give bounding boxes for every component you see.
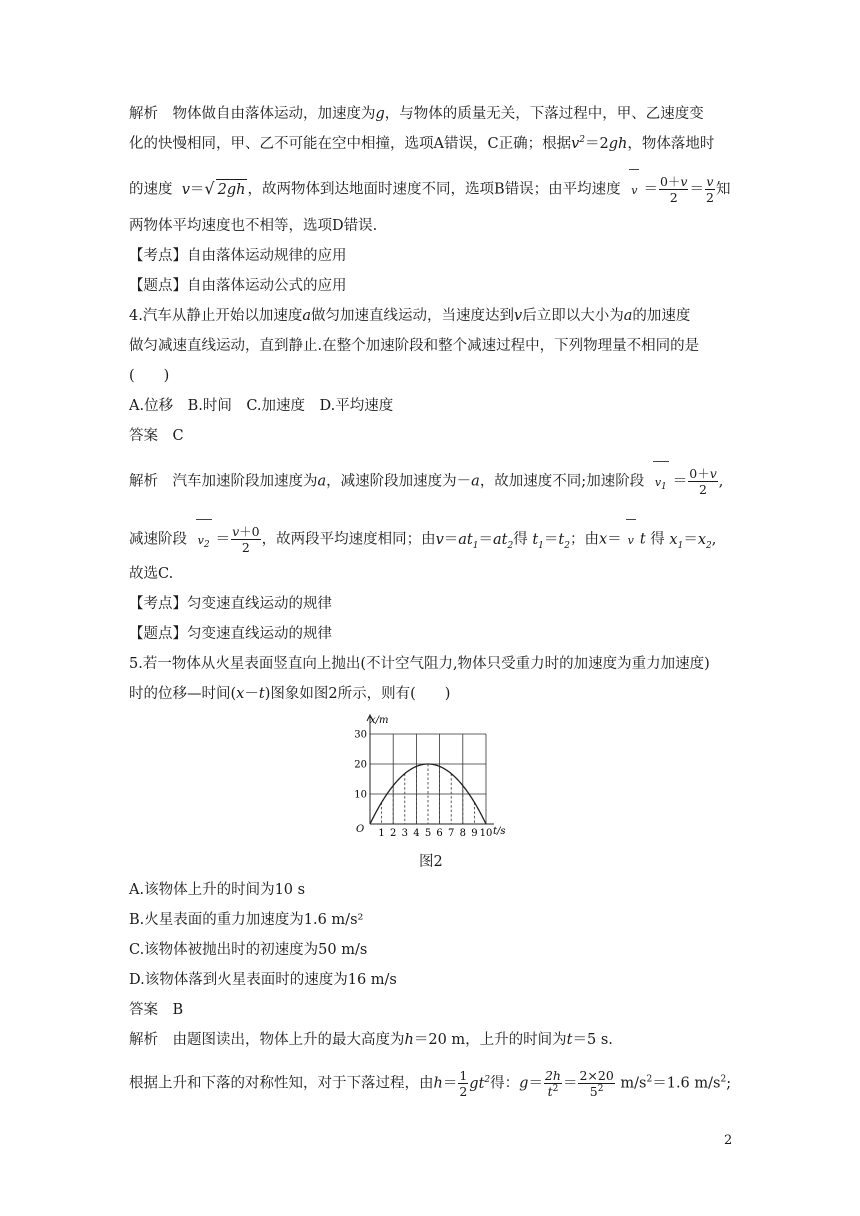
formula-v-at: $v=at_1=at_2$ [435,531,514,551]
formula-v2-2gh: $v^2=2gh$ [571,135,628,152]
x-tick-label: 5 [424,828,432,839]
analysis-3-line-1: 解析 物体做自由落体运动，加速度为g，与物体的质量无关，下落过程中，甲、乙速度变 [129,106,704,122]
fraction-0-plus-v-over-2: $\frac{0+v}{2}$ [659,174,688,205]
x-tick-label: 7 [448,828,455,839]
formula-v-sqrt-2gh: v＝√ 2gh [181,178,246,198]
kaodian-2: 【考点】匀变速直线运动的规律 [129,596,332,612]
chart-y-tick-labels [354,730,367,801]
analysis-4-line-1: 解析 汽车加速阶段加速度为a，减速阶段加速度为－a，故加速度不同;加速阶段 $v_1$ ＝ $\frac{0+v}{2}$ , [129,466,724,497]
analysis-3-line-4: 两物体平均速度也不相等，选项D错误. [129,218,378,234]
x-tick-label: 1 [378,828,385,839]
page-number: 2 [724,1133,733,1148]
question-4-line-2: 做匀减速直线运动，直到静止.在整个加速阶段和整个减速过程中，下列物理量不相同的是 [129,338,700,354]
x-tick-label: 4 [413,828,420,839]
analysis-5-line-2: 根据上升和下落的对称性知，对于下落过程，由h＝ $\frac{1}{2}$ $gt^2$得：g＝ $\frac{2h}{t^2}$ ＝ $\frac{2\times 20}{5^2}$ $m/s^2=1.6$ $m/s^2$; [129,1068,732,1099]
analysis-3-line-2: 化的快慢相同，甲、乙不可能在空中相撞，选项A错误，C正确；根据$v^2=2gh$，物体落地时 [129,135,715,152]
kaodian-1: 【考点】自由落体运动规律的应用 [129,248,347,264]
question-4-options: A.位移 B.时间 C.加速度 D.平均速度 [129,398,394,414]
x-tick-label: 2 [390,828,397,839]
v2-bar-symbol: $v_2$ [192,531,216,551]
question-5-line-1: 5.若一物体从火星表面竖直向上抛出(不计空气阻力,物体只受重力时的加速度为重力加速度) [129,656,710,672]
fraction-v-over-2: $\frac{v}{2}$ [705,174,714,205]
chart-origin-label: O [356,824,365,835]
x-tick-label: 9 [471,828,478,839]
x-tick-label: 3 [401,828,408,839]
y-tick-label: 10 [354,789,367,801]
v1-bar-symbol: $v_1$ [649,473,673,493]
y-tick-label: 30 [354,729,367,741]
fraction-0-plus-v-over-2: $\frac{0+v}{2}$ [689,466,717,497]
question-4-line-3: ( ) [129,368,170,384]
question-5-line-2: 时的位移—时间(x－t)图象如图2所示，则有( ) [129,686,451,702]
x-tick-label: 8 [459,828,466,839]
x-tick-label: 10 [479,828,493,839]
option-b: B.火星表面的重力加速度为1.6 m/s² [129,912,364,928]
chart-x-tick-labels [378,828,492,839]
x-t-graph [340,712,520,840]
v-bar-symbol: v [625,181,643,201]
x-tick-label: 6 [436,828,443,839]
option-c: C.该物体被抛出时的初速度为50 m/s [129,942,368,958]
tidian-2: 【题点】匀变速直线运动的规律 [129,626,332,642]
chart-x-axis-label: t/s [493,826,506,837]
tidian-1: 【题点】自由落体运动公式的应用 [129,278,347,294]
g-symbol: g [375,106,385,122]
option-a: A.该物体上升的时间为10 s [129,882,306,898]
option-d: D.该物体落到火星表面时的速度为16 m/s [129,972,397,988]
chart-axes [367,715,494,824]
answer-5: 答案 B [129,1002,184,1018]
fraction-v-plus-0-over-2: $\frac{v+0}{2}$ [232,524,260,555]
answer-4: 答案 C [129,428,184,444]
analysis-3-line-3: 的速度 v＝√ 2gh ，故两物体到达地面时速度不同，选项B错误；由平均速度 v ＝ $\frac{0+v}{2}$ ＝ $\frac{v}{2}$ 知 [129,174,731,205]
analysis-4-line-2: 减速阶段 $v_2$ ＝ $\frac{v+0}{2}$ ，故两段平均速度相同；由$v=at_1=at_2$得 $t_1=t_2$；由x＝ v t 得 $x_1=x_2$, [129,524,717,555]
analysis-5-line-1: 解析 由题图读出，物体上升的最大高度为h＝20 m，上升的时间为t＝5 s. [129,1032,613,1048]
figure-caption: 图2 [419,854,443,870]
question-4-line-1: 4.汽车从静止开始以加速度a做匀加速直线运动，当速度达到v后立即以大小为a的加速度 [129,308,691,324]
analysis-4-line-3: 故选C. [129,566,174,582]
chart-y-axis-label: x/m [370,715,389,726]
y-tick-label: 20 [354,759,367,771]
